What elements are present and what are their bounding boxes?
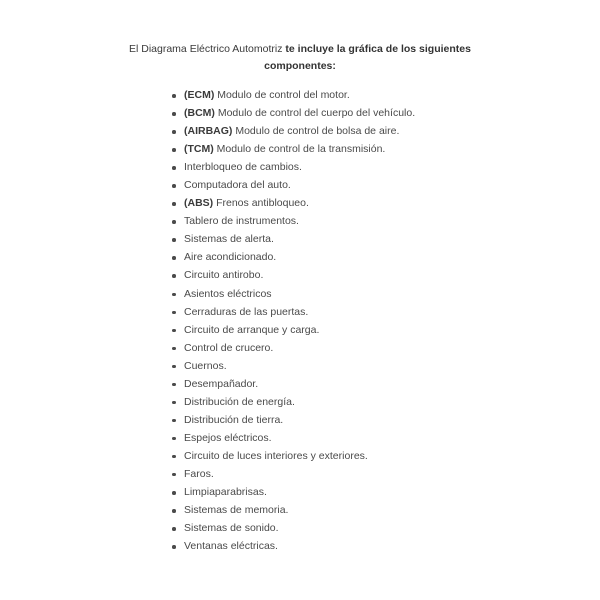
- component-label: Modulo de control del motor.: [217, 89, 350, 101]
- component-label: Modulo de control de bolsa de aire.: [235, 125, 400, 138]
- component-label: Circuito de luces interiores y exteriores.: [184, 449, 368, 462]
- list-item: [170, 230, 415, 248]
- list-item: [170, 393, 415, 411]
- component-abbreviation: (BCM): [184, 107, 215, 120]
- list-item: [170, 122, 415, 140]
- component-label: Distribución de tierra.: [184, 413, 284, 426]
- intro-text: El Diagrama Eléctrico Automotriz: [129, 43, 283, 55]
- component-abbreviation: (ABS): [184, 197, 214, 210]
- list-item: [170, 303, 415, 321]
- list-item: [170, 285, 415, 303]
- list-item: [170, 176, 415, 194]
- component-label: Desempañador.: [184, 377, 259, 390]
- intro-paragraph: [60, 41, 540, 75]
- component-abbreviation: (TCM): [184, 143, 214, 156]
- intro-bold-text-end: componentes:: [264, 60, 336, 72]
- components-list: [170, 86, 415, 555]
- list-item: [170, 248, 415, 266]
- component-label: Sistemas de memoria.: [184, 504, 289, 517]
- list-item: [170, 375, 415, 393]
- component-label: Sistemas de sonido.: [184, 522, 279, 535]
- list-item: [170, 501, 415, 519]
- list-item: [170, 194, 415, 212]
- component-label: Modulo de control del cuerpo del vehículo.: [217, 107, 416, 120]
- component-label: Asientos eléctricos: [184, 287, 272, 300]
- component-label: Faros.: [184, 467, 214, 480]
- component-abbreviation: (ECM): [184, 89, 215, 101]
- component-label: Control de crucero.: [184, 341, 274, 354]
- component-label: Sistemas de alerta.: [184, 233, 274, 246]
- component-label: Circuito antirobo.: [184, 269, 264, 282]
- component-label: Cuernos.: [184, 359, 227, 372]
- list-item: [170, 429, 415, 447]
- component-label: Ventanas eléctricas.: [184, 540, 278, 553]
- component-label: Frenos antibloqueo.: [216, 197, 309, 210]
- list-item: [170, 158, 415, 176]
- list-item: [170, 483, 415, 501]
- list-item: [170, 465, 415, 483]
- component-label: Tablero de instrumentos.: [184, 215, 299, 228]
- component-label: Computadora del auto.: [184, 179, 291, 192]
- list-item: [170, 519, 415, 537]
- list-item: [170, 140, 415, 158]
- component-label: Aire acondicionado.: [184, 251, 277, 264]
- component-label: Modulo de control de la transmisión.: [216, 143, 386, 156]
- list-item: [170, 411, 415, 429]
- intro-bold-text: te incluye la gráfica de los siguientes: [285, 43, 471, 55]
- list-item: [170, 104, 415, 122]
- component-label: Distribución de energía.: [184, 395, 295, 408]
- list-item: [170, 86, 415, 104]
- component-label: Cerraduras de las puertas.: [184, 305, 309, 318]
- list-item: [170, 537, 415, 555]
- component-label: Interbloqueo de cambios.: [184, 161, 302, 174]
- component-abbreviation: (AIRBAG): [184, 125, 233, 138]
- component-label: Espejos eléctricos.: [184, 431, 272, 444]
- component-label: Limpiaparabrisas.: [184, 486, 267, 499]
- component-label: Circuito de arranque y carga.: [184, 323, 320, 336]
- list-item: [170, 447, 415, 465]
- list-item: [170, 357, 415, 375]
- list-item: [170, 266, 415, 284]
- list-item: [170, 212, 415, 230]
- list-item: [170, 339, 415, 357]
- list-item: [170, 321, 415, 339]
